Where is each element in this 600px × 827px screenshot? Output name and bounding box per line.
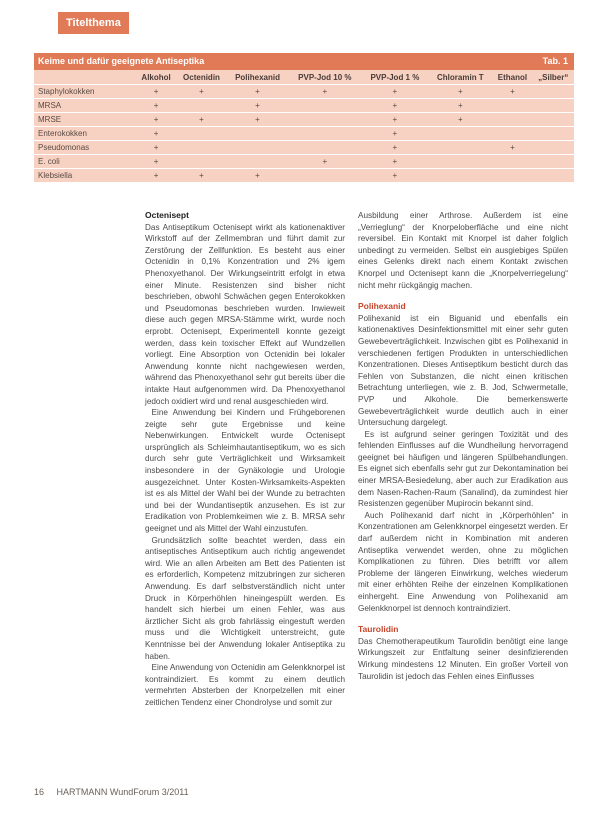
table-cell: +: [176, 169, 227, 183]
table-cell: +: [227, 85, 289, 99]
paragraph: Das Antiseptikum Octenisept wirkt als kationenaktiver Wirkstoff auf der Zellmembran und führt damit zur Zerstörung der Zellfunktion. Es besteht aus einer Octenidin in 0,1% Konzentration und 2% igem Phenoxyethanol. Der Wirkungseintritt erfolgt in etwa einer Minute. Resistenzen sind bisher nicht beschrieben, obwohl Schwächen gegen Enterokokken und Pseudomonas beschrieben wurden. Inwieweit diese auch gegen MRSA-Stämme wirkt, wurde noch erprobt. Octenisept, Experimentell konnte gezeigt werden, dass kein toxischer Effekt auf Wundzellen vorliegt. Eine Absorption von Octenidin bei lokaler Anwendung konnte nicht nachgewiesen werden, während das Phenoxyethanol sehr gut bereits über die intakte Haut aufgenommen wird. Da Phenoxyethanol jedoch oxidiert wird und renal ausgeschieden wird.: [145, 222, 345, 406]
table-cell: [533, 155, 574, 169]
table-cell: [176, 141, 227, 155]
table-number: Tab. 1: [542, 56, 568, 66]
table-row: [34, 169, 574, 183]
table-cell: +: [361, 141, 428, 155]
table-cell: +: [136, 85, 176, 99]
table-row: [34, 85, 574, 99]
paragraph: Grundsätzlich sollte beachtet werden, dass ein antiseptisches Antiseptikum auch richtig angewendet wird. Wie an allen Arbeiten am Bett des Patienten ist es erforderlich, Kompetenz mitzubringen zur sicheren Anwendung. Es darf selbstverständlich nicht unter Druck in Körperhöhlen hineingespült werden. Es handelt sich hierbei um einen Fehler, was aus ärztlicher Sicht als grob fahrlässig eingestuft werden muss und die Wichtigkeit unterstreicht, gute Kenntnisse bei der Anwendung lokaler Antiseptika zu haben.: [145, 535, 345, 661]
table-cell: +: [492, 85, 532, 99]
table-cell: [227, 141, 289, 155]
section-tag: Titelthema: [58, 12, 129, 34]
table-body: [34, 85, 574, 183]
table-cell: +: [136, 141, 176, 155]
table-cell: +: [136, 127, 176, 141]
table-column-header: Octenidin: [183, 72, 220, 82]
table-cell: [428, 169, 492, 183]
table-cell: [533, 99, 574, 113]
table-column-header: PVP-Jod 1 %: [370, 72, 420, 82]
table-column-header: Chloramin T: [437, 72, 484, 82]
left-column: [145, 210, 345, 709]
table-cell: +: [492, 141, 532, 155]
table-cell: [176, 127, 227, 141]
table-cell: +: [136, 155, 176, 169]
table-cell: [492, 113, 532, 127]
paragraph: Auch Polihexanid darf nicht in „Körperhöhlen“ in Konzentrationen am Gelenkknorpel eingesetzt werden. Er darf außerdem nicht in Kombination mit anderen Antiseptika verwendet werden, ohne zu möglichen Komplikationen zu führen. Dies betrifft vor allem Probleme der längeren Einwirkung, welches wiederum mit einer erhöhten Reihe der einzelnen Komplikationen einhergeht. Eine Anwendung von Polihexanid am Gelenkknorpel ist dennoch kontraindiziert.: [358, 510, 568, 613]
table-cell: +: [428, 113, 492, 127]
table-header: [34, 53, 574, 70]
section-heading-octenisept: Octenisept: [145, 210, 189, 220]
table-cell: [428, 127, 492, 141]
paragraph: Es ist aufgrund seiner geringen Toxizität und des fehlenden Einflusses auf die Wundheilung hervorragend geeignet bei häufigen und längeren Spülbehandlungen. Es eignet sich ebenfalls sehr gut zur Dekontamination bei einer MRSA-Besiedelung, aber auch zur Eradikation aus dem Nasen-Rachen-Raum (Sanalind), da zumindest hier Resistenzen gegenüber Mupirocin bekannt sind.: [358, 429, 568, 509]
row-label: Klebsiella: [34, 169, 136, 183]
table-row: [34, 113, 574, 127]
row-label: MRSA: [34, 99, 136, 113]
section-heading-taurolidin: Taurolidin: [358, 624, 399, 635]
paragraph: Ausbildung einer Arthrose. Außerdem ist eine „Verrieglung“ der Knorpeloberfläche und eine nicht reversibel. Ein Kontakt mit Knorpel ist daher folglich unbedingt zu vermeiden. Selbst ein ausgiebiges Spülen eines Gelenks direkt nach einem Kontakt zwischen Knorpel und Octenisept kann die „Knorpelverriegelung“ nicht mehr rückgängig machen.: [358, 211, 568, 290]
publication-name: HARTMANN WundForum 3/2011: [56, 787, 189, 797]
table-cell: [288, 141, 361, 155]
table-cell: [533, 85, 574, 99]
table-column-header: Polihexanid: [235, 72, 280, 82]
table-cell: +: [288, 155, 361, 169]
row-label: Staphylokokken: [34, 85, 136, 99]
row-label: Pseudomonas: [34, 141, 136, 155]
table-cell: [492, 99, 532, 113]
table-corner: [34, 70, 136, 85]
table-row: [34, 99, 574, 113]
page-footer: [34, 787, 189, 797]
row-label: MRSE: [34, 113, 136, 127]
table-cell: +: [288, 85, 361, 99]
table-cell: +: [227, 169, 289, 183]
table-cell: +: [361, 155, 428, 169]
table-cell: [176, 155, 227, 169]
table-cell: [533, 127, 574, 141]
table-cell: [533, 141, 574, 155]
right-column: [358, 210, 568, 682]
table-cell: [288, 113, 361, 127]
paragraph: Das Chemotherapeutikum Taurolidin benötigt eine lange Wirkungszeit zur Entfaltung seiner desinfizierenden Wirkung mindestens 12 Minuten. Ein großer Vorteil von Taurolidin ist jedoch das Fehlen eines Einflusses: [358, 636, 568, 681]
table-cell: [533, 169, 574, 183]
table-column-header: PVP-Jod 10 %: [298, 72, 352, 82]
table-cell: [428, 141, 492, 155]
table-column-header: Ethanol: [497, 72, 528, 82]
table-column-headers: [34, 70, 574, 85]
table-cell: [288, 127, 361, 141]
table-cell: +: [136, 113, 176, 127]
section-heading-polihexanid: Polihexanid: [358, 301, 406, 312]
paragraph: Polihexanid ist ein Biguanid und ebenfalls ein kationenaktives Desinfektionsmittel mit einer sehr guten Gewebeverträglichkeit. Inzwischen gibt es Polihexanid in verschiedenen fertigen Produkten in unterschiedlichen Konzentrationen. Dieses Antiseptikum besticht durch das Fehlen von Substanzen, die nicht einen kritischen Betrachtung unterliegen, wie z. B. Jod, Schwermetalle, PVP und Alkohole. Die bemerkenswerte Gewebeverträglichkeit wurde deutlich auch in einer Untersuchung dargelegt.: [358, 313, 568, 428]
table-cell: +: [361, 113, 428, 127]
table-grid: [34, 70, 574, 182]
page-number: 16: [34, 787, 45, 797]
table-cell: [288, 99, 361, 113]
table-cell: +: [136, 169, 176, 183]
antiseptics-table: [34, 53, 574, 182]
table-cell: +: [361, 169, 428, 183]
table-cell: +: [361, 99, 428, 113]
table-cell: [533, 113, 574, 127]
table-cell: +: [428, 99, 492, 113]
table-cell: [492, 127, 532, 141]
table-cell: [227, 127, 289, 141]
table-cell: +: [176, 85, 227, 99]
table-cell: [288, 169, 361, 183]
table-cell: +: [176, 113, 227, 127]
table-row: [34, 141, 574, 155]
table-cell: [492, 155, 532, 169]
table-row: [34, 127, 574, 141]
paragraph: Eine Anwendung bei Kindern und Frühgeborenen zeigte sehr gute Ergebnisse und keine Nebenwirkungen. Entwickelt wurde Octenisept ursprünglich als Schleimhautantiseptikum, wo es sich durch sehr gute Verträglichkeit und Wirksamkeit insbesondere in der Gynäkologie und Urologie ausgezeichnet. Unter Kosten-Wirksamkeits-Aspekten ist es als Mittel der Wahl bei der Wunde zu betrachten und bei der Wundantiseptik anzusehen. Es ist zur Eradikation von Problemkeimen wie z. B. MRSA sehr geeignet und als Mittel der Wahl einzustufen.: [145, 408, 345, 534]
paragraph: Eine Anwendung von Octenidin am Gelenkknorpel ist kontraindiziert. Es kommt zu einem deutlich vermehrten Absterben der Knorpelzellen mit einer zeitlichen Tendenz einer Chondrolyse und somit zur: [145, 663, 345, 707]
table-cell: [227, 155, 289, 169]
row-label: E. coli: [34, 155, 136, 169]
table-title: Keime und dafür geeignete Antiseptika: [38, 56, 205, 66]
row-label: Enterokokken: [34, 127, 136, 141]
table-cell: [176, 99, 227, 113]
table-cell: [492, 169, 532, 183]
table-cell: +: [136, 99, 176, 113]
table-cell: [428, 155, 492, 169]
table-cell: +: [428, 85, 492, 99]
table-cell: +: [227, 113, 289, 127]
table-row: [34, 155, 574, 169]
table-cell: +: [227, 99, 289, 113]
table-column-header: Alkohol: [141, 72, 171, 82]
table-cell: +: [361, 127, 428, 141]
table-cell: +: [361, 85, 428, 99]
table-column-header: „Silber“: [538, 72, 569, 82]
